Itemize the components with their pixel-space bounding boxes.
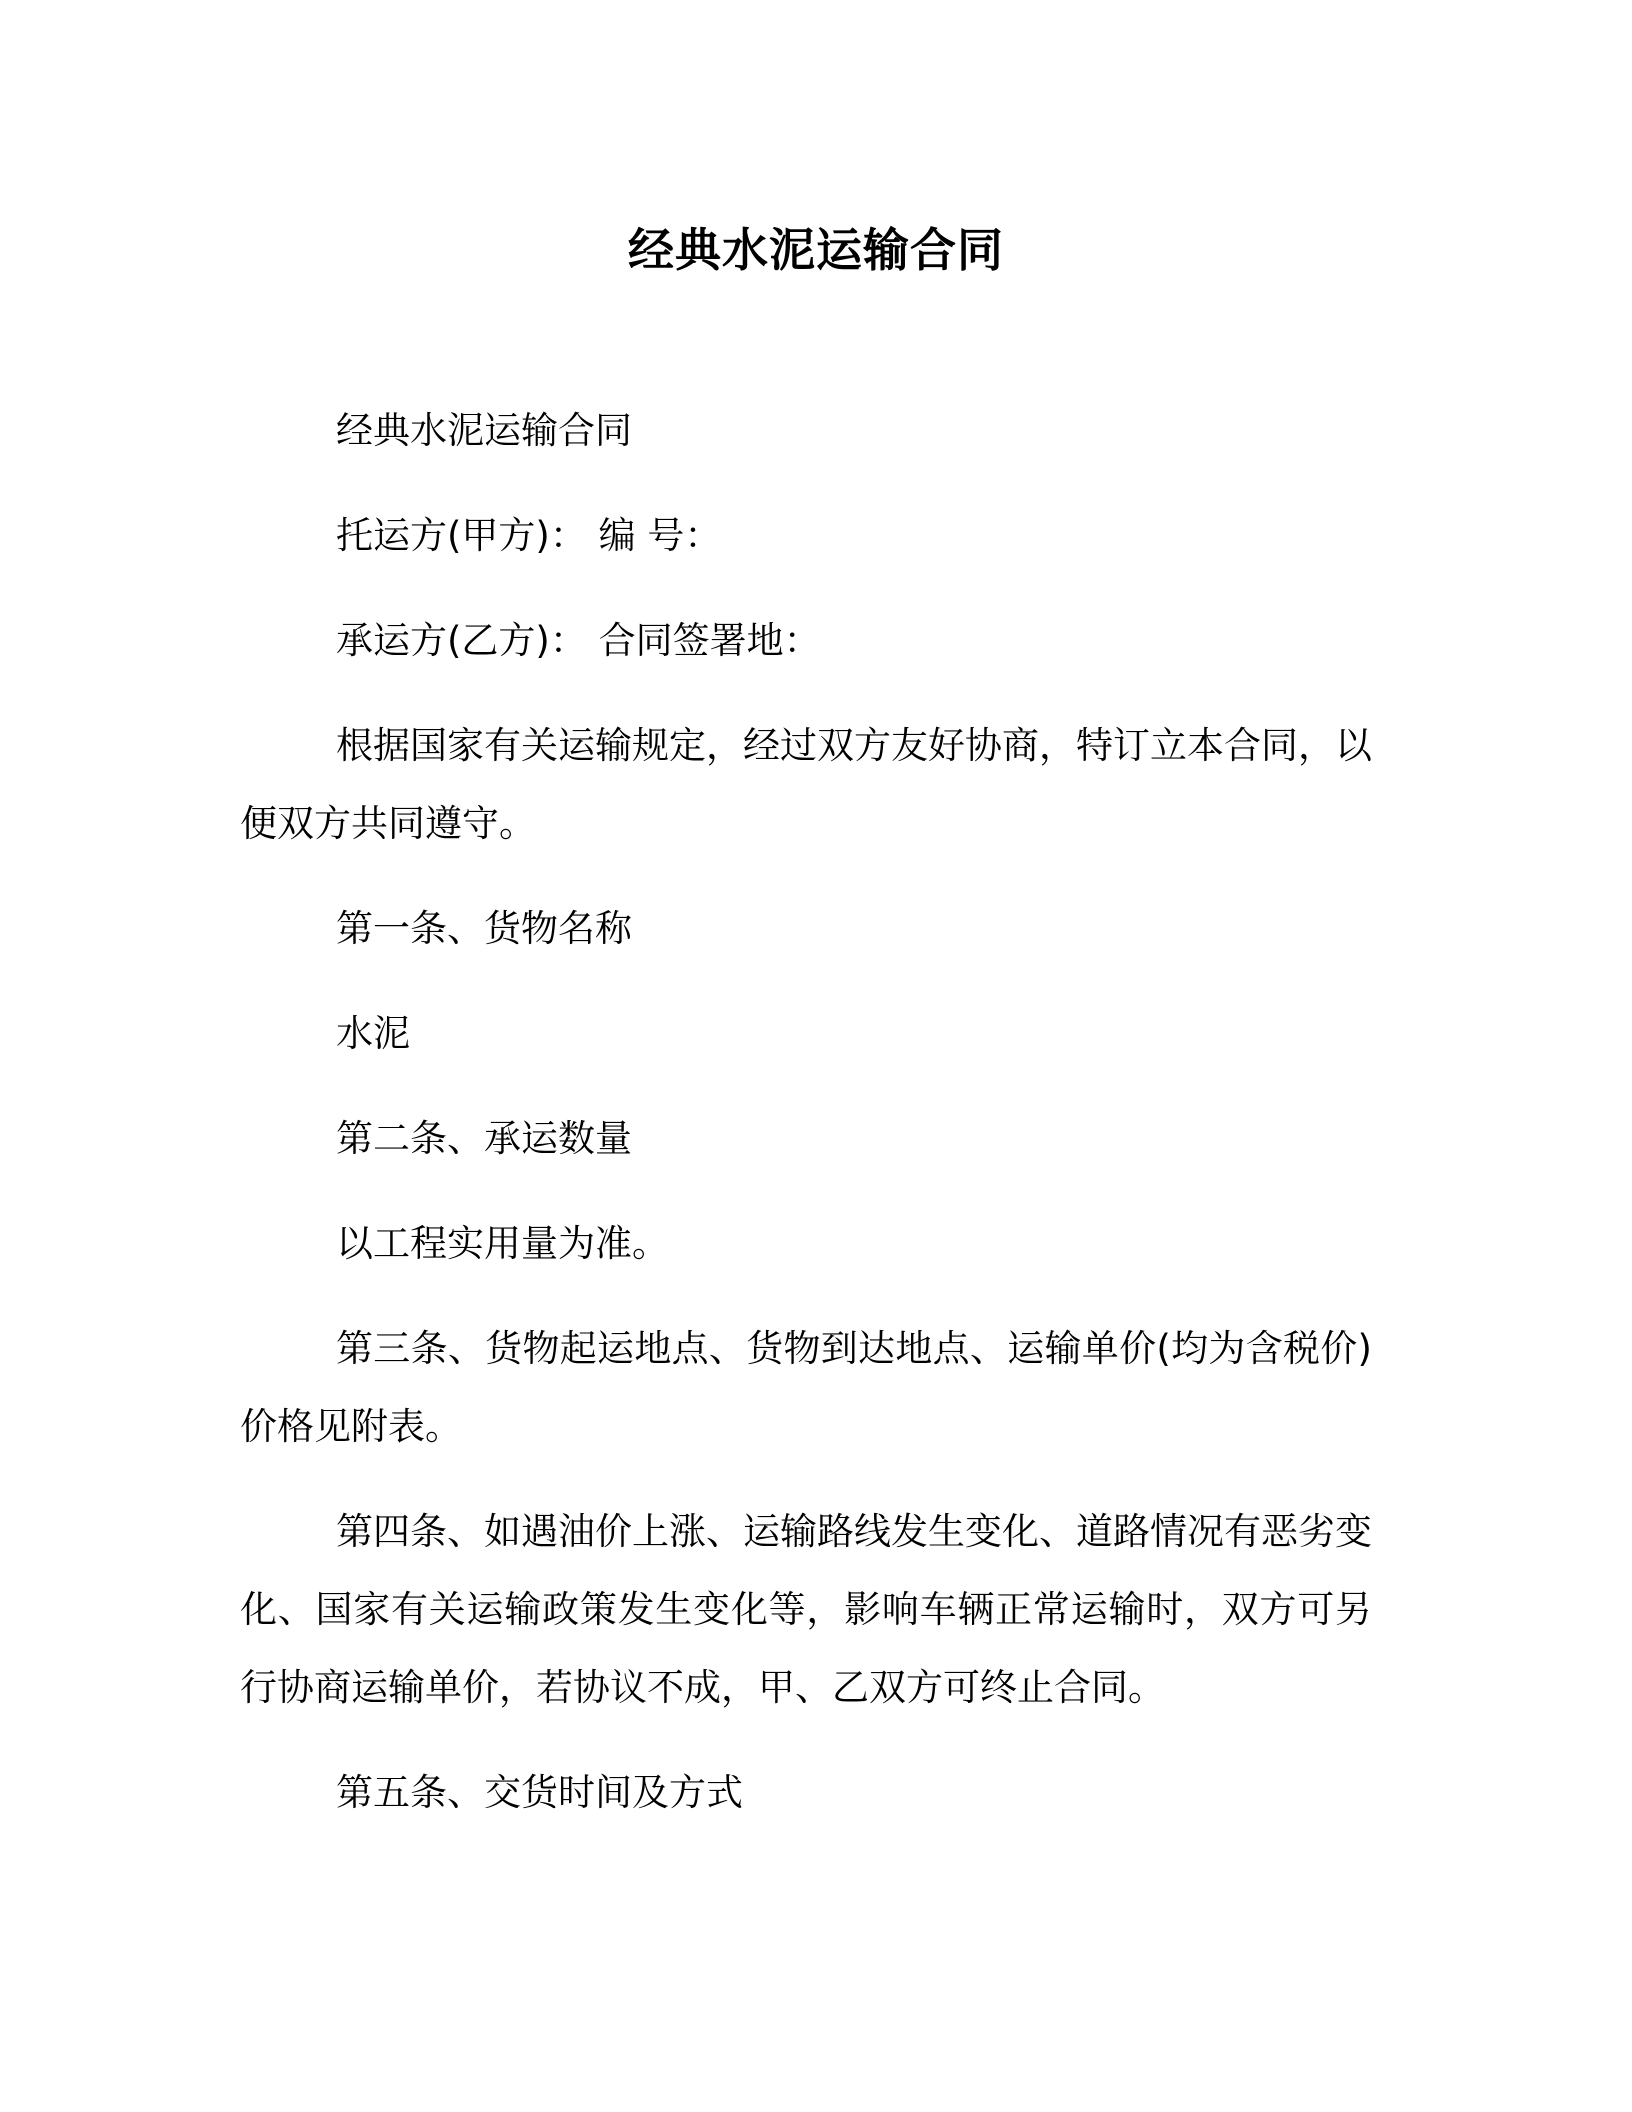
paragraph-article-3: 第三条、货物起运地点、货物到达地点、运输单价(均为含税价)价格见附表。: [240, 1327, 1372, 1448]
paragraph-carrier: 承运方(乙方)： 合同签署地：: [336, 619, 821, 662]
paragraph-article-2-content: 以工程实用量为准。: [336, 1222, 669, 1265]
paragraph-article-2: 第二条、承运数量: [336, 1117, 632, 1160]
document-title: 经典水泥运输合同: [628, 223, 1004, 277]
paragraph-article-1: 第一条、货物名称: [336, 907, 632, 950]
document-body: [240, 392, 1372, 1859]
paragraph-preamble: 根据国家有关运输规定，经过双方友好协商，特订立本合同，以便双方共同遵守。: [240, 724, 1372, 845]
paragraph-heading: 经典水泥运输合同: [336, 409, 632, 452]
paragraph-article-5: 第五条、交货时间及方式: [336, 1771, 743, 1814]
paragraph-article-4: 第四条、如遇油价上涨、运输路线发生变化、道路情况有恶劣变化、国家有关运输政策发生变化等，影响车辆正常运输时，双方可另行协商运输单价，若协议不成，甲、乙双方可终止合同。: [240, 1510, 1372, 1709]
paragraph-shipper: 托运方(甲方)： 编 号：: [336, 514, 722, 557]
paragraph-article-1-content: 水泥: [336, 1012, 410, 1055]
